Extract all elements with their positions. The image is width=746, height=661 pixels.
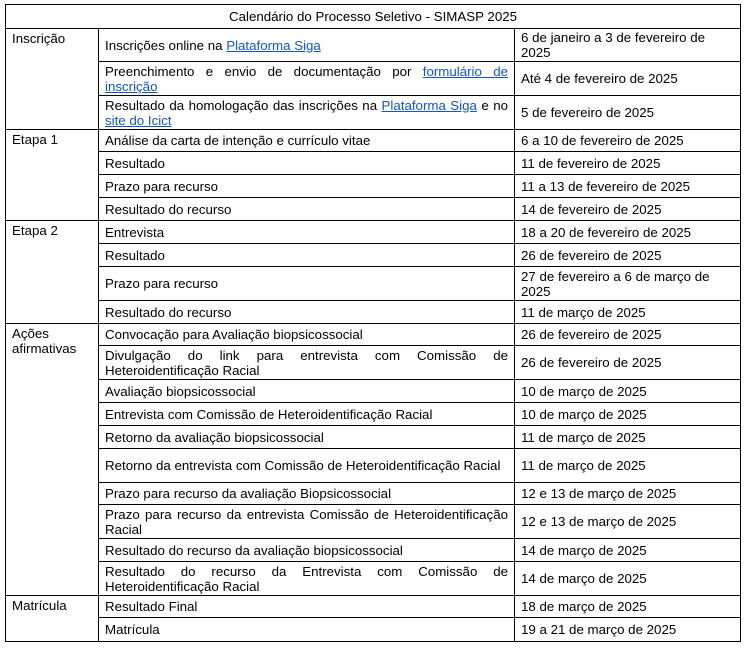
date-cell: 10 de março de 2025 xyxy=(515,403,741,426)
activity-cell xyxy=(99,130,515,152)
table-row xyxy=(6,175,741,198)
activity-cell xyxy=(99,198,515,221)
activity-cell xyxy=(99,96,515,130)
date-cell: 11 de fevereiro de 2025 xyxy=(515,152,741,175)
activity-text: Resultado do recurso da Entrevista com Comissão de Heteroidentificação Racial xyxy=(105,563,508,594)
table-row xyxy=(6,301,741,324)
link[interactable]: Plataforma Siga xyxy=(381,97,477,113)
activity-text: Resultado xyxy=(105,247,165,263)
date-cell: 10 de março de 2025 xyxy=(515,380,741,403)
activity-text: Divulgação do link para entrevista com Comissão de Heteroidentificação Racial xyxy=(105,347,508,378)
date-cell: 6 a 10 de fevereiro de 2025 xyxy=(515,130,741,152)
table-row xyxy=(6,505,741,539)
table-row xyxy=(6,380,741,403)
section-label: Etapa 1 xyxy=(6,130,99,221)
date-cell: 11 a 13 de fevereiro de 2025 xyxy=(515,175,741,198)
activity-text: Convocação para Avaliação biopsicossocial xyxy=(105,327,363,342)
table-row xyxy=(6,324,741,346)
title-row xyxy=(6,5,741,29)
date-cell: 11 de março de 2025 xyxy=(515,426,741,449)
table-row xyxy=(6,62,741,96)
activity-cell xyxy=(99,403,515,426)
link[interactable]: Plataforma Siga xyxy=(226,37,321,53)
date-cell: 12 e 13 de março de 2025 xyxy=(515,483,741,505)
date-cell: 18 de março de 2025 xyxy=(515,596,741,618)
date-cell: 14 de março de 2025 xyxy=(515,562,741,596)
table-title: Calendário do Processo Seletivo - SIMASP 2025 xyxy=(6,5,741,29)
date-cell: 26 de fevereiro de 2025 xyxy=(515,346,741,380)
activity-text: Prazo para recurso xyxy=(105,276,219,291)
activity-cell xyxy=(99,449,515,483)
table-row xyxy=(6,562,741,596)
activity-cell xyxy=(99,562,515,596)
date-cell: 26 de fevereiro de 2025 xyxy=(515,324,741,346)
activity-cell xyxy=(99,267,515,301)
date-cell: 14 de março de 2025 xyxy=(515,539,741,562)
table-row xyxy=(6,426,741,449)
date-cell: 11 de março de 2025 xyxy=(515,449,741,483)
activity-cell xyxy=(99,301,515,324)
activity-cell xyxy=(99,324,515,346)
activity-text: Análise da carta de intenção e currículo vitae xyxy=(105,133,371,148)
date-cell: 11 de março de 2025 xyxy=(515,301,741,324)
activity-cell xyxy=(99,618,515,642)
table-row xyxy=(6,130,741,152)
activity-cell xyxy=(99,505,515,539)
activity-cell xyxy=(99,483,515,505)
section-label: Inscrição xyxy=(6,29,99,130)
activity-cell xyxy=(99,539,515,562)
date-cell: 26 de fevereiro de 2025 xyxy=(515,244,741,267)
table-row xyxy=(6,596,741,618)
link[interactable]: formulário de inscrição xyxy=(105,63,508,94)
activity-text: Resultado da homologação das inscrições na xyxy=(105,97,382,113)
table-row xyxy=(6,244,741,267)
activity-cell xyxy=(99,62,515,96)
activity-text: Resultado Final xyxy=(105,599,198,614)
table-row xyxy=(6,449,741,483)
link[interactable]: site do Icict xyxy=(105,112,172,128)
table-row xyxy=(6,96,741,130)
table-row xyxy=(6,483,741,505)
activity-cell xyxy=(99,426,515,449)
activity-cell xyxy=(99,152,515,175)
activity-text: Avaliação biopsicossocial xyxy=(105,383,256,399)
activity-text: Prazo para recurso da avaliação Biopsicossocial xyxy=(105,486,392,501)
table-row xyxy=(6,403,741,426)
date-cell: 27 de fevereiro a 6 de março de 2025 xyxy=(515,267,741,301)
table-row xyxy=(6,198,741,221)
activity-text: Inscrições online na xyxy=(105,37,227,53)
table-row xyxy=(6,539,741,562)
section-label: Etapa 2 xyxy=(6,221,99,324)
schedule-table xyxy=(5,4,741,642)
date-cell: 14 de fevereiro de 2025 xyxy=(515,198,741,221)
activity-cell xyxy=(99,221,515,244)
activity-cell xyxy=(99,380,515,403)
activity-text: e no xyxy=(476,97,508,113)
date-cell: 12 e 13 de março de 2025 xyxy=(515,505,741,539)
date-cell: 18 a 20 de fevereiro de 2025 xyxy=(515,221,741,244)
table-row xyxy=(6,221,741,244)
activity-text: Resultado do recurso da avaliação biopsicossocial xyxy=(105,542,403,558)
activity-text: Resultado xyxy=(105,155,165,171)
table-row xyxy=(6,29,741,62)
activity-cell xyxy=(99,29,515,62)
activity-text: Resultado do recurso xyxy=(105,304,232,320)
date-cell: 19 a 21 de março de 2025 xyxy=(515,618,741,642)
activity-cell xyxy=(99,346,515,380)
activity-text: Prazo para recurso da entrevista Comissão de Heteroidentificação Racial xyxy=(105,506,508,537)
activity-cell xyxy=(99,596,515,618)
activity-text: Resultado do recurso xyxy=(105,201,232,217)
table-body xyxy=(6,29,741,642)
table-row xyxy=(6,618,741,642)
activity-text: Entrevista com Comissão de Heteroidentificação Racial xyxy=(105,406,433,422)
table-row xyxy=(6,267,741,301)
activity-text: Matrícula xyxy=(105,622,160,637)
date-cell: Até 4 de fevereiro de 2025 xyxy=(515,62,741,96)
activity-text: Prazo para recurso xyxy=(105,178,219,194)
date-cell: 6 de janeiro a 3 de fevereiro de 2025 xyxy=(515,29,741,62)
table-row xyxy=(6,152,741,175)
section-label: Ações afirmativas xyxy=(6,324,99,596)
activity-text: Retorno da avaliação biopsicossocial xyxy=(105,429,324,445)
activity-text: Retorno da entrevista com Comissão de Heteroidentificação Racial xyxy=(105,458,501,473)
activity-text: Entrevista xyxy=(105,224,165,240)
section-label: Matrícula xyxy=(6,596,99,642)
date-cell: 5 de fevereiro de 2025 xyxy=(515,96,741,130)
activity-cell xyxy=(99,175,515,198)
table-row xyxy=(6,346,741,380)
activity-cell xyxy=(99,244,515,267)
activity-text: Preenchimento e envio de documentação por xyxy=(105,63,423,79)
